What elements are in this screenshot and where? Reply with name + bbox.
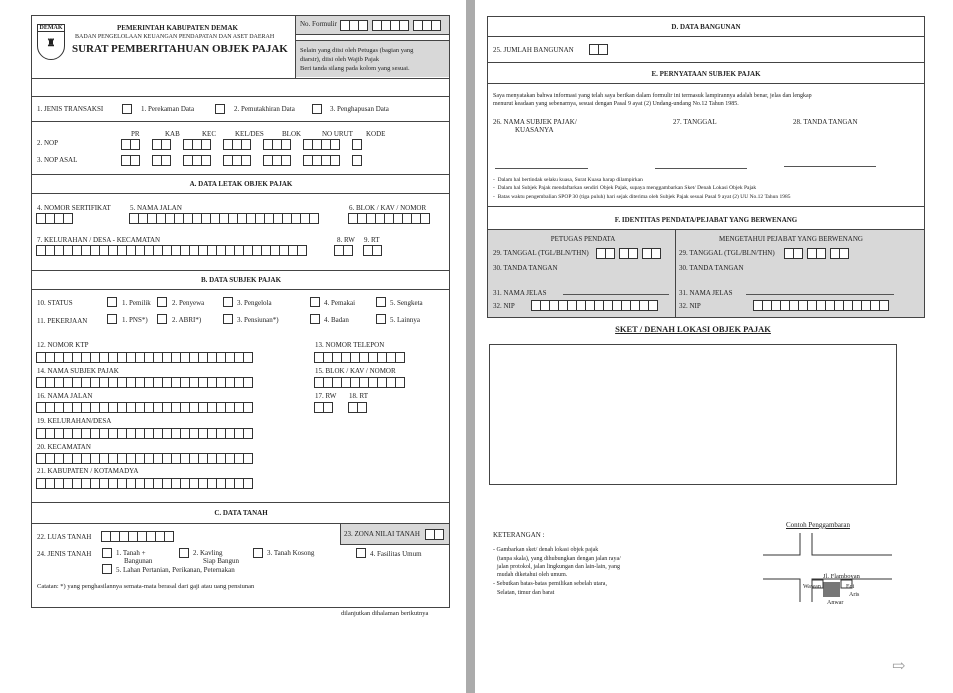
statement-line-2: menurut keadaan yang sebenarnya, sesuai dengan Pasal 9 ayat (2) Undang-undang No.12 Tahun 1985. — [493, 101, 739, 107]
pejabat-nama-line[interactable] — [746, 294, 894, 295]
blok-kav-subjek-label: 15. BLOK / KAV / NOMOR — [315, 367, 396, 375]
kecamatan-subjek-cells[interactable] — [37, 453, 253, 464]
form-title: SURAT PEMBERITAHUAN OBJEK PAJAK — [72, 43, 288, 55]
keterangan-line-3: jalan protokol, jalan lingkungan dan lain-lain, yang — [497, 564, 620, 570]
section-e-title: E. PERNYATAAN SUBJEK PAJAK — [651, 70, 761, 78]
jenis-tanah-1-label-b: Bangunan — [124, 557, 153, 565]
nop-asal-cells[interactable] — [122, 155, 362, 166]
jenis-tanah-3-checkbox[interactable] — [253, 548, 263, 558]
pejabat-ttd-label: 30. TANDA TANGAN — [679, 264, 744, 272]
header-note-1: Selain yang diisi oleh Petugas (bagian yang — [300, 47, 414, 54]
section-f-title: F. IDENTITAS PENDATA/PEJABAT YANG BERWENANG — [614, 216, 798, 224]
status-sengketa-checkbox[interactable] — [376, 297, 386, 307]
nomor-telepon-label: 13. NOMOR TELEPON — [315, 341, 385, 349]
status-option-1: 1. Pemilik — [122, 299, 151, 307]
status-penyewa-checkbox[interactable] — [157, 297, 167, 307]
header-note-2: diarsir), diisi oleh Wajib Pajak — [300, 56, 379, 63]
keterangan-label: KETERANGAN : — [493, 531, 545, 539]
nomor-ktp-label: 12. NOMOR KTP — [37, 341, 89, 349]
blok-kav-label: 6. BLOK / KAV / NOMOR — [349, 204, 427, 212]
section-c-title: C. DATA TANAH — [214, 509, 268, 517]
contoh-title: Contoh Penggambaran — [786, 521, 850, 529]
kerja-pns-checkbox[interactable] — [107, 314, 117, 324]
rw-label: 8. RW — [337, 236, 355, 244]
nop-kab-label: KAB — [165, 130, 180, 138]
contoh-map — [760, 530, 900, 610]
blok-kav-cells[interactable] — [349, 213, 430, 224]
jenis-tanah-5-checkbox[interactable] — [102, 564, 112, 574]
transaksi-mutakhir-checkbox[interactable] — [215, 104, 225, 114]
continued-note: dilanjutkan dihalaman berikutnya — [341, 610, 429, 617]
petugas-tanggal-label: 29. TANGGAL (TGL/BLN/THN) — [493, 249, 589, 257]
status-option-4: 4. Pemakai — [324, 299, 356, 307]
transaksi-option-2: 2. Pemutakhiran Data — [234, 105, 295, 113]
keterangan-line-1: - Gambarkan sket/ denah lokasi objek pajak — [493, 547, 599, 553]
kerja-option-3: 3. Pensiunan*) — [237, 316, 279, 324]
header-note-3: Beri tanda silang pada kolom yang sesuai. — [300, 65, 410, 72]
status-option-2: 2. Penyewa — [172, 299, 205, 307]
jenis-tanah-3-label: 3. Tanah Kosong — [267, 549, 315, 557]
nop-kode-label: KODE — [366, 130, 386, 138]
jenis-tanah-4-label: 4. Fasilitas Umum — [370, 550, 422, 558]
rt-cells[interactable] — [364, 245, 382, 256]
nama-subjek-label: 14. NAMA SUBJEK PAJAK — [37, 367, 119, 375]
kerja-badan-checkbox[interactable] — [310, 314, 320, 324]
objek-building — [823, 582, 840, 597]
jenis-tanah-5-label: 5. Lahan Pertanian, Perikanan, Peternakan — [116, 566, 235, 574]
tanggal-line[interactable] — [655, 168, 747, 169]
form-number-cells[interactable] — [341, 20, 441, 31]
status-label: 10. STATUS — [37, 299, 73, 307]
kerja-pensiunan-checkbox[interactable] — [223, 314, 233, 324]
kelurahan-subjek-cells[interactable] — [37, 428, 253, 439]
nama-subjek-line[interactable] — [495, 168, 588, 169]
jenis-tanah-2-checkbox[interactable] — [179, 548, 189, 558]
jenis-transaksi-label: 1. JENIS TRANSAKSI — [37, 105, 104, 113]
rw-subjek-cells[interactable] — [315, 402, 333, 413]
rt-subjek-label: 18. RT — [349, 392, 369, 400]
aris-label: Aris — [849, 592, 860, 598]
section-a-title: A. DATA LETAK OBJEK PAJAK — [189, 180, 293, 188]
kabupaten-subjek-label: 21. KABUPATEN / KOTAMADYA — [37, 467, 139, 475]
jenis-tanah-4-checkbox[interactable] — [356, 548, 366, 558]
petugas-nip-label: 32. NIP — [493, 302, 515, 310]
jenis-tanah-label: 24. JENIS TANAH — [37, 550, 92, 558]
pekerjaan-label: 11. PEKERJAAN — [37, 317, 88, 325]
kerja-option-2: 2. ABRI*) — [172, 316, 202, 324]
note-2: - Dalam hal Subjek Pajak mendaftarkan sendiri Objek Pajak, supaya menggambarkan Sket/ Denah Lokasi Objek Pajak — [493, 185, 757, 191]
nomor-telepon-cells[interactable] — [315, 352, 405, 363]
kelurahan-subjek-label: 19. KELURAHAN/DESA — [37, 417, 112, 425]
nomor-sertifikat-cells[interactable] — [37, 213, 73, 224]
jenis-tanah-1-label: 1. Tanah + — [116, 549, 146, 557]
petugas-tanggal-cells[interactable] — [597, 248, 661, 259]
kabupaten-subjek-cells[interactable] — [37, 478, 253, 489]
rt-subjek-cells[interactable] — [349, 402, 367, 413]
blok-kav-subjek-cells[interactable] — [315, 377, 405, 388]
nomor-sertifikat-label: 4. NOMOR SERTIFIKAT — [37, 204, 111, 212]
transaksi-hapus-checkbox[interactable] — [312, 104, 322, 114]
form-number-label: No. Formulir — [300, 20, 337, 28]
zona-nilai-label: 23. ZONA NILAI TANAH — [344, 530, 420, 538]
note-3: - Batas waktu pengembalian SPOP 30 (tiga puluh) hari sejak diterima oleh Subjek Pajak sesuai Pasal 9 ayat (2) UU No.12 Tahun 1985 — [493, 194, 791, 200]
statement-line-1: Saya menyatakan bahwa informasi yang telah saya berikan dalam formulir ini termasuk lampirannya adalah benar, jelas dan lengkap — [493, 93, 812, 99]
zona-nilai-cells[interactable] — [426, 529, 444, 540]
pejabat-tanggal-cells[interactable] — [785, 248, 849, 259]
rt-label: 9. RT — [364, 236, 380, 244]
status-pengelola-checkbox[interactable] — [223, 297, 233, 307]
pejabat-tanggal-label: 29. TANGGAL (TGL/BLN/THN) — [679, 249, 775, 257]
kerja-lainnya-checkbox[interactable] — [376, 314, 386, 324]
status-option-3: 3. Pengelola — [237, 299, 272, 307]
section-d-title: D. DATA BANGUNAN — [671, 23, 741, 31]
kelurahan-cells[interactable] — [37, 245, 307, 256]
status-pemakai-checkbox[interactable] — [310, 297, 320, 307]
edi-label: Edi — [846, 584, 855, 590]
petugas-pendata-label: PETUGAS PENDATA — [550, 235, 616, 243]
jalan-label: Jl. Flamboyan — [823, 573, 860, 580]
tanda-tangan-line[interactable] — [784, 166, 876, 167]
kelurahan-label: 7. KELURAHAN / DESA - KECAMATAN — [37, 236, 161, 244]
keterangan-line-4: mudah diketahui oleh umum. — [497, 572, 568, 578]
petugas-nip-cells[interactable] — [532, 300, 658, 311]
pejabat-nama-label: 31. NAMA JELAS — [679, 289, 733, 297]
jenis-tanah-2-label-b: Siap Bangun — [203, 557, 239, 565]
pejabat-nip-label: 32. NIP — [679, 302, 701, 310]
nama-jalan-subjek-cells[interactable] — [37, 402, 253, 413]
nomor-ktp-cells[interactable] — [37, 352, 253, 363]
kerja-option-5: 5. Lainnya — [390, 316, 420, 324]
kerja-option-4: 4. Badan — [324, 316, 349, 324]
sket-drawing-area[interactable] — [489, 344, 897, 485]
status-option-5: 5. Sengketa — [390, 299, 423, 307]
transaksi-option-1: 1. Perekaman Data — [141, 105, 195, 113]
nop-asal-label: 3. NOP ASAL — [37, 156, 78, 164]
demak-logo: DEMAK ♜ — [37, 24, 65, 60]
form-page-2 — [475, 0, 953, 693]
jenis-tanah-1-checkbox[interactable] — [102, 548, 112, 558]
petugas-nama-label: 31. NAMA JELAS — [493, 289, 547, 297]
kecamatan-subjek-label: 20. KECAMATAN — [37, 443, 91, 451]
nop-blok-label: BLOK — [282, 130, 302, 138]
nop-pr-label: PR — [131, 130, 140, 138]
keterangan-line-5: - Sebutkan batas-batas pemilikan sebelah utara, — [493, 581, 607, 587]
status-pemilik-checkbox[interactable] — [107, 297, 117, 307]
agency-name: BADAN PENGELOLAAN KEUANGAN PENDAPATAN DAN ASET DAERAH — [75, 34, 275, 40]
rw-cells[interactable] — [335, 245, 353, 256]
nop-kel-label: KEL/DES — [235, 130, 264, 138]
nama-jalan-label: 5. NAMA JALAN — [130, 204, 182, 212]
nama-jalan-cells[interactable] — [130, 213, 319, 224]
note-1: - Dalam hal bertindak selaku kuasa, Surat Kuasa harap dilampirkan — [493, 177, 643, 183]
keterangan-line-6: Selatan, timur dan barat — [497, 590, 555, 596]
sket-title: SKET / DENAH LOKASI OBJEK PAJAK — [615, 324, 771, 334]
section-b-title: B. DATA SUBJEK PAJAK — [200, 276, 282, 284]
nama-subjek-cells[interactable] — [37, 377, 253, 388]
luas-tanah-cells[interactable] — [102, 531, 174, 542]
jenis-tanah-2-label: 2. Kavling — [193, 549, 223, 557]
tanda-tangan-label: 28. TANDA TANGAN — [793, 118, 858, 126]
jumlah-bangunan-cells[interactable] — [590, 44, 608, 55]
tanggal-label: 27. TANGGAL — [673, 118, 717, 126]
page1-frame — [31, 15, 450, 608]
transaksi-option-3: 3. Penghapusan Data — [330, 105, 389, 113]
nop-cells[interactable] — [122, 139, 362, 150]
form-page-1 — [0, 0, 466, 693]
transaksi-rekam-checkbox[interactable] — [122, 104, 132, 114]
luas-tanah-label: 22. LUAS TANAH — [37, 533, 92, 541]
anwar-label: Anwar — [827, 600, 844, 606]
next-page-arrow-icon[interactable]: ⇨ — [892, 658, 906, 675]
nop-kec-label: KEC — [202, 130, 216, 138]
jumlah-bangunan-label: 25. JUMLAH BANGUNAN — [493, 46, 574, 54]
rw-subjek-label: 17. RW — [315, 392, 337, 400]
nop-label: 2. NOP — [37, 139, 59, 147]
petugas-nama-line[interactable] — [563, 294, 669, 295]
catatan-note: Catatan: *) yang penghasilannya semata-mata berasal dari gaji atau uang pensiunan — [37, 583, 255, 590]
keterangan-line-2: (tanpa skala), yang dihubungkan dengan jalan raya/ — [497, 556, 621, 562]
nama-jalan-subjek-label: 16. NAMA JALAN — [37, 392, 93, 400]
wawan-label: Wawan — [803, 584, 821, 590]
pejabat-label: MENGETAHUI PEJABAT YANG BERWENANG — [719, 235, 863, 243]
nama-subjek-kuasa-label-b: KUASANYA — [515, 126, 554, 134]
petugas-ttd-label: 30. TANDA TANGAN — [493, 264, 558, 272]
nop-nourut-label: NO URUT — [322, 130, 353, 138]
kerja-option-1: 1. PNS*) — [122, 316, 148, 324]
kerja-abri-checkbox[interactable] — [157, 314, 167, 324]
pejabat-nip-cells[interactable] — [754, 300, 889, 311]
nama-subjek-kuasa-label: 26. NAMA SUBJEK PAJAK/ — [493, 118, 577, 126]
gov-name: PEMERINTAH KABUPATEN DEMAK — [117, 24, 238, 32]
